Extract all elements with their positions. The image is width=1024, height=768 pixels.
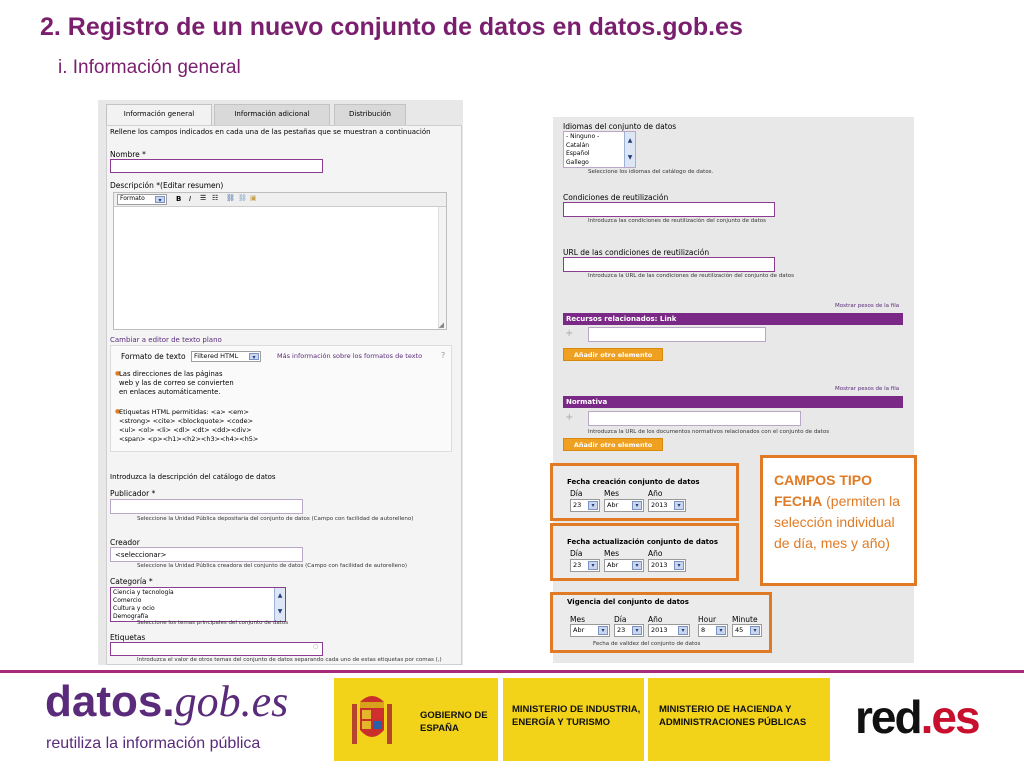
list-item[interactable]: Demografía [113,613,149,620]
url-condiciones-hint: Introduzca la URL de las condiciones de reutilización del conjunto de datos [588,273,794,279]
list-item[interactable]: Español [566,150,590,157]
image-icon[interactable]: ▣ [250,194,257,202]
format-tip-links: Las direcciones de las páginas web y las de correo se convierten en enlaces automáticamente. [119,370,234,396]
idiomas-hint: Seleccione los idiomas del catálogo de datos. [588,169,714,175]
slide-subtitle: i. Información general [58,57,241,78]
list-item[interactable]: - Ninguno - [566,133,600,140]
text-format-label: Formato de texto [121,352,186,361]
note-text: (permiten la selección individual de día, mes y año) [774,493,901,551]
slide-title: 2. Registro de un nuevo conjunto de datos en datos.gob.es [40,13,743,41]
anio-select[interactable]: 2013 ▾ [648,624,690,637]
note-heading: CAMPOS TIPO FECHA [774,472,873,509]
vigencia-title: Vigencia del conjunto de datos [567,598,689,606]
condiciones-hint: Introduzca las condiciones de reutilización del conjunto de datos [588,218,767,224]
add-element-button[interactable]: Añadir otro elemento [563,438,663,451]
categoria-hint: Seleccione los temas principales del conjunto de datos [137,620,289,626]
nombre-label: Nombre * [110,150,146,159]
dia-select[interactable]: 23 ▾ [570,499,600,512]
list-item[interactable]: Ciencia y tecnología [113,589,174,596]
text-format-section [110,345,452,452]
mes-label: Mes [604,489,619,498]
idiomas-listbox[interactable] [563,131,636,168]
dia-label: Día [570,549,583,558]
url-condiciones-label: URL de las condiciones de reutilización [563,248,710,257]
normativa-bar: Normativa [563,396,903,408]
tab-distribucion[interactable]: Distribución [334,104,406,126]
descripcion-hint: Introduzca la descripción del catálogo de datos [110,473,276,481]
more-info-formats-link[interactable]: Más información sobre los formatos de texto [277,352,423,360]
idiomas-label: Idiomas del conjunto de datos [563,122,677,131]
editor-toolbar [114,193,446,207]
drag-handle-icon[interactable]: + [565,412,574,423]
red-es-logo: red.es [855,691,979,743]
logo-tagline: reutiliza la información pública [46,735,261,752]
mes-select[interactable]: Abr ▾ [604,499,644,512]
creador-label: Creador [110,538,140,547]
hour-label: Hour [698,615,717,624]
dia-select[interactable]: 23 ▾ [614,624,644,637]
general-info-form-panel [98,100,463,665]
fecha-creacion-title: Fecha creación conjunto de datos [567,478,700,486]
italic-icon[interactable]: I [189,195,192,203]
bullet-list-icon[interactable]: ☰ [200,194,207,202]
normativa-input[interactable] [588,411,801,426]
anio-select[interactable]: 2013 ▾ [648,559,686,572]
recursos-relacionados-bar: Recursos relacionados: Link [563,313,903,325]
tab-informacion-adicional[interactable]: Información adicional [214,104,330,126]
autocomplete-icon: ○ [313,643,319,650]
mes-label: Mes [570,615,585,624]
list-item[interactable]: Comercio [113,597,142,604]
descripcion-label: Descripción *(Editar resumen) [110,181,224,190]
form-instructions: Rellene los campos indicados en cada una de las pestañas que se muestran a continuación [110,128,431,136]
anio-label: Año [648,615,663,624]
gobierno-text: GOBIERNO DE ESPAÑA [420,710,488,734]
dia-label: Día [614,615,627,624]
publicador-input[interactable] [110,499,303,514]
mes-label: Mes [604,549,619,558]
text-format-select[interactable]: Filtered HTML ▾ [191,351,261,362]
format-tip-html: Etiquetas HTML permitidas: <a> <em> <strong> <cite> <blockquote> <code> <ul> <ol> <li> <dl> <dt> <dd><div><span> <p><h1><h2><h3><h4><h5> [119,408,259,443]
recurso-link-input[interactable] [588,327,766,342]
switch-editor-link[interactable]: Cambiar a editor de texto plano [110,336,222,344]
creador-input[interactable]: <seleccionar> [110,547,303,562]
publicador-label: Publicador * [110,489,156,498]
ministerio-industria-text: MINISTERIO DE INDUSTRIA, ENERGÍA Y TURISMO [503,678,644,761]
creador-hint: Seleccione la Unidad Pública creadora del conjunto de datos (Campo con facilidad de autorelleno) [137,563,408,569]
dia-select[interactable]: 23 ▾ [570,559,600,572]
date-fields-note [760,455,917,586]
categoria-label: Categoría * [110,577,153,586]
url-condiciones-input[interactable] [563,257,775,272]
etiquetas-label: Etiquetas [110,633,146,642]
link-icon[interactable]: ⛓ [226,194,235,202]
publicador-hint: Seleccione la Unidad Pública depositaria del conjunto de datos (Campo con facilidad de autorelleno) [137,516,414,522]
resize-handle-icon[interactable]: ◢ [438,321,444,329]
gobierno-espana-logo [334,678,498,761]
bold-icon[interactable]: B [176,195,182,203]
nombre-input[interactable] [110,159,323,173]
list-item[interactable]: Catalán [566,141,590,149]
ministerio-hacienda-text: MINISTERIO DE HACIENDA Y ADMINISTRACIONES PÚBLICAS [648,678,830,761]
categoria-listbox[interactable] [110,587,286,622]
vigencia-hint: Fecha de validez del conjunto de datos [593,641,701,647]
etiquetas-hint: Introduzca el valor de otros temas del conjunto de datos separando cada uno de estas etiquetas por comas (,) [137,657,442,663]
tab-informacion-general[interactable]: Información general [106,104,212,126]
condiciones-label: Condiciones de reutilización [563,193,669,202]
listbox-scrollbar[interactable]: ▲ ▼ [624,132,635,167]
form-body [106,125,462,665]
condiciones-input[interactable] [563,202,775,217]
hour-select[interactable]: 8 ▾ [698,624,728,637]
help-icon[interactable]: ? [441,351,446,360]
mes-select[interactable]: Abr ▾ [570,624,610,637]
datos-gob-es-logo: datos.gob.es [45,677,289,726]
coat-of-arms-icon [348,688,396,750]
show-row-weights-link[interactable]: Mostrar pesos de la fila [835,303,900,309]
normativa-hint: Introduzca la URL de los documentos normativos relacionados con el conjunto de datos [588,429,830,435]
anio-label: Año [648,489,663,498]
footer-divider [0,670,1024,673]
anio-label: Año [648,549,663,558]
minute-select[interactable]: 45 ▾ [732,624,762,637]
vigencia-box [550,592,772,653]
minute-label: Minute [732,615,758,624]
numbered-list-icon[interactable]: ☷ [212,194,219,202]
mes-select[interactable]: Abr ▾ [604,559,644,572]
etiquetas-input[interactable] [110,642,323,656]
bullet-icon: ● [115,370,121,377]
bullet-icon: ● [115,408,121,415]
list-item[interactable]: Gallego [566,158,589,166]
fecha-actualizacion-title: Fecha actualización conjunto de datos [567,538,718,546]
editor-scrollbar[interactable] [438,207,446,329]
dia-label: Día [570,489,583,498]
fecha-creacion-box [550,463,739,521]
add-element-button[interactable]: Añadir otro elemento [563,348,663,361]
anio-select[interactable]: 2013 ▾ [648,499,686,512]
fecha-actualizacion-box [550,523,739,581]
drag-handle-icon[interactable]: + [565,328,574,339]
list-item[interactable]: Cultura y ocio [113,605,155,612]
format-dropdown[interactable]: Formato ▾ [117,194,167,205]
description-editor[interactable] [113,192,447,330]
unlink-icon[interactable]: ⛓ [238,194,247,202]
listbox-scrollbar[interactable]: ▲ ▼ [274,588,285,621]
show-row-weights-link[interactable]: Mostrar pesos de la fila [835,386,900,392]
